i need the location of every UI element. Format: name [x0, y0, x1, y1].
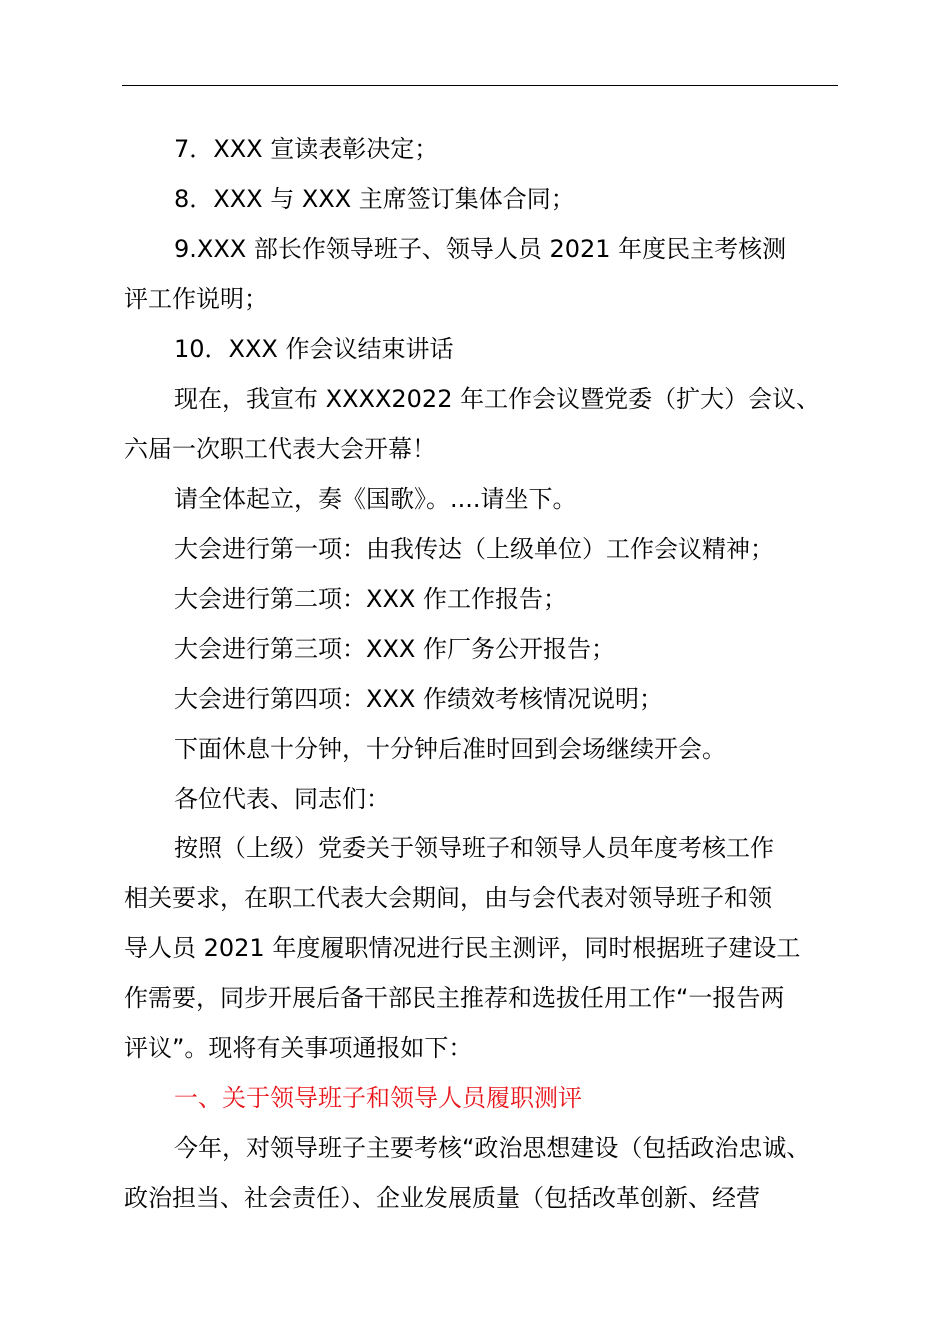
text-line: 作需要，同步开展后备干部民主推荐和选拔任用工作“一报告两 [124, 984, 785, 1012]
text-line: 评议”。现将有关事项通报如下： [124, 1034, 473, 1062]
text-line: 今年，对领导班子主要考核“政治思想建设（包括政治忠诚、 [174, 1134, 811, 1162]
text-line: 10．XXX 作会议结束讲话 [174, 335, 454, 363]
text-line: 下面休息十分钟，十分钟后准时回到会场继续开会。 [174, 735, 726, 763]
text-line: 导人员 2021 年度履职情况进行民主测评，同时根据班子建设工 [124, 934, 801, 962]
text-line: 大会进行第四项：XXX 作绩效考核情况说明； [174, 685, 663, 713]
text-line: 7．XXX 宣读表彰决定； [174, 135, 439, 163]
section-heading: 一、关于领导班子和领导人员履职测评 [174, 1084, 582, 1112]
text-line: 政治担当、社会责任）、企业发展质量（包括改革创新、经营 [124, 1184, 760, 1212]
text-line: 8．XXX 与 XXX 主席签订集体合同； [174, 185, 575, 213]
text-line: 相关要求，在职工代表大会期间，由与会代表对领导班子和领 [124, 884, 772, 912]
text-line: 大会进行第一项：由我传达（上级单位）工作会议精神； [174, 535, 774, 563]
text-line: 评工作说明； [124, 285, 268, 313]
text-line: 按照（上级）党委关于领导班子和领导人员年度考核工作 [174, 834, 774, 862]
text-line: 大会进行第二项：XXX 作工作报告； [174, 585, 567, 613]
text-line: 请全体起立，奏《国歌》。....请坐下。 [174, 485, 577, 513]
text-line: 六届一次职工代表大会开幕！ [124, 435, 436, 463]
text-line: 现在，我宣布 XXXX2022 年工作会议暨党委（扩大）会议、 [174, 385, 821, 413]
header-rule [122, 85, 838, 86]
text-line: 大会进行第三项：XXX 作厂务公开报告； [174, 635, 615, 663]
text-line: 9.XXX 部长作领导班子、领导人员 2021 年度民主考核测 [174, 235, 787, 263]
text-line: 各位代表、同志们： [174, 785, 390, 813]
